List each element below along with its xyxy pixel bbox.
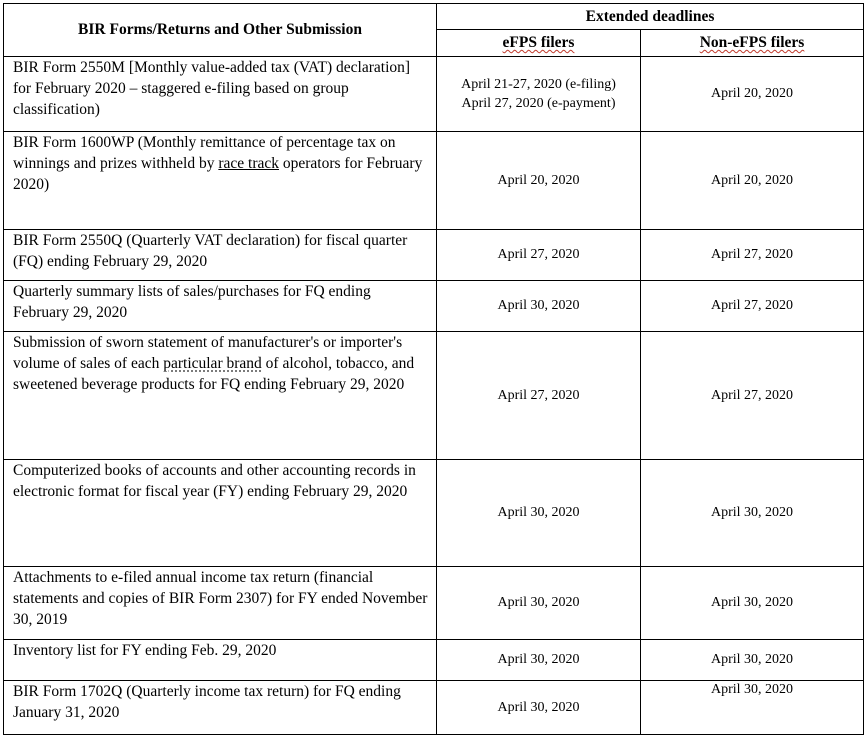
table-row bbox=[4, 567, 864, 640]
table-row bbox=[4, 230, 864, 281]
table-row bbox=[4, 281, 864, 332]
row-non-efps-date: April 20, 2020 bbox=[641, 57, 864, 132]
row-efps-date: April 27, 2020 bbox=[437, 230, 641, 281]
table-row bbox=[4, 460, 864, 567]
header-efps-label: eFPS filers bbox=[502, 34, 575, 51]
efps-efiling-date: April 21-27, 2020 (e-filing) bbox=[461, 77, 616, 92]
row-efps-date: April 30, 2020 bbox=[437, 281, 641, 332]
row-description: Inventory list for FY ending Feb. 29, 2020 bbox=[4, 640, 437, 681]
row-efps-date: April 30, 2020 bbox=[437, 460, 641, 567]
row-description: Computerized books of accounts and other accounting records in electronic format for fiscal year (FY) ending February 29, 2020 bbox=[4, 460, 437, 567]
description-text: of alcohol, tobacco, and sweetened beverage products for FQ ending February 29, 2020 bbox=[13, 355, 415, 393]
description-text: Submission of sworn statement of manufacturer's or importer's volume of sales of each bbox=[13, 334, 403, 372]
header-row-1 bbox=[4, 4, 864, 30]
table-row bbox=[4, 57, 864, 132]
header-extended-deadlines: Extended deadlines bbox=[437, 4, 864, 30]
header-efps bbox=[437, 30, 641, 57]
row-non-efps-date: April 30, 2020 bbox=[641, 567, 864, 640]
description-underlined: race track bbox=[218, 155, 280, 172]
description-underlined: particular brand bbox=[163, 355, 262, 372]
row-description bbox=[4, 332, 437, 460]
row-efps-date: April 30, 2020 bbox=[437, 640, 641, 681]
table-row bbox=[4, 132, 864, 230]
table-row bbox=[4, 332, 864, 460]
header-non-efps bbox=[641, 30, 864, 57]
description-text: BIR Form 1600WP (Monthly remittance of percentage tax on winnings and prizes withheld by bbox=[13, 134, 396, 172]
row-non-efps-date: April 30, 2020 bbox=[641, 460, 864, 567]
row-non-efps-date: April 27, 2020 bbox=[641, 332, 864, 460]
row-non-efps-date: April 20, 2020 bbox=[641, 132, 864, 230]
table-row bbox=[4, 640, 864, 681]
row-efps-date: April 27, 2020 bbox=[437, 332, 641, 460]
row-description: BIR Form 2550M [Monthly value-added tax (VAT) declaration] for February 2020 – staggered e-filing based on group classification) bbox=[4, 57, 437, 132]
row-non-efps-date: April 30, 2020 bbox=[641, 640, 864, 681]
header-forms: BIR Forms/Returns and Other Submission bbox=[4, 4, 437, 57]
row-efps-date: April 30, 2020 bbox=[437, 567, 641, 640]
row-efps-date bbox=[437, 57, 641, 132]
header-non-efps-label: Non-eFPS filers bbox=[699, 34, 805, 51]
row-non-efps-date: April 27, 2020 bbox=[641, 230, 864, 281]
row-non-efps-date: April 27, 2020 bbox=[641, 281, 864, 332]
deadlines-table bbox=[3, 3, 864, 735]
row-efps-date: April 30, 2020 bbox=[437, 681, 641, 735]
row-efps-date: April 20, 2020 bbox=[437, 132, 641, 230]
row-non-efps-date: April 30, 2020 bbox=[641, 681, 864, 735]
row-description: BIR Form 2550Q (Quarterly VAT declaration) for fiscal quarter (FQ) ending February 29, 2020 bbox=[4, 230, 437, 281]
row-description bbox=[4, 132, 437, 230]
row-description: Attachments to e-filed annual income tax return (financial statements and copies of BIR Form 2307) for FY ended November 30, 2019 bbox=[4, 567, 437, 640]
table-row bbox=[4, 681, 864, 735]
description-text: operators for February 2020) bbox=[13, 155, 423, 193]
row-description: BIR Form 1702Q (Quarterly income tax return) for FQ ending January 31, 2020 bbox=[4, 681, 437, 735]
row-description: Quarterly summary lists of sales/purchases for FQ ending February 29, 2020 bbox=[4, 281, 437, 332]
efps-epayment-date: April 27, 2020 (e-payment) bbox=[461, 96, 616, 111]
